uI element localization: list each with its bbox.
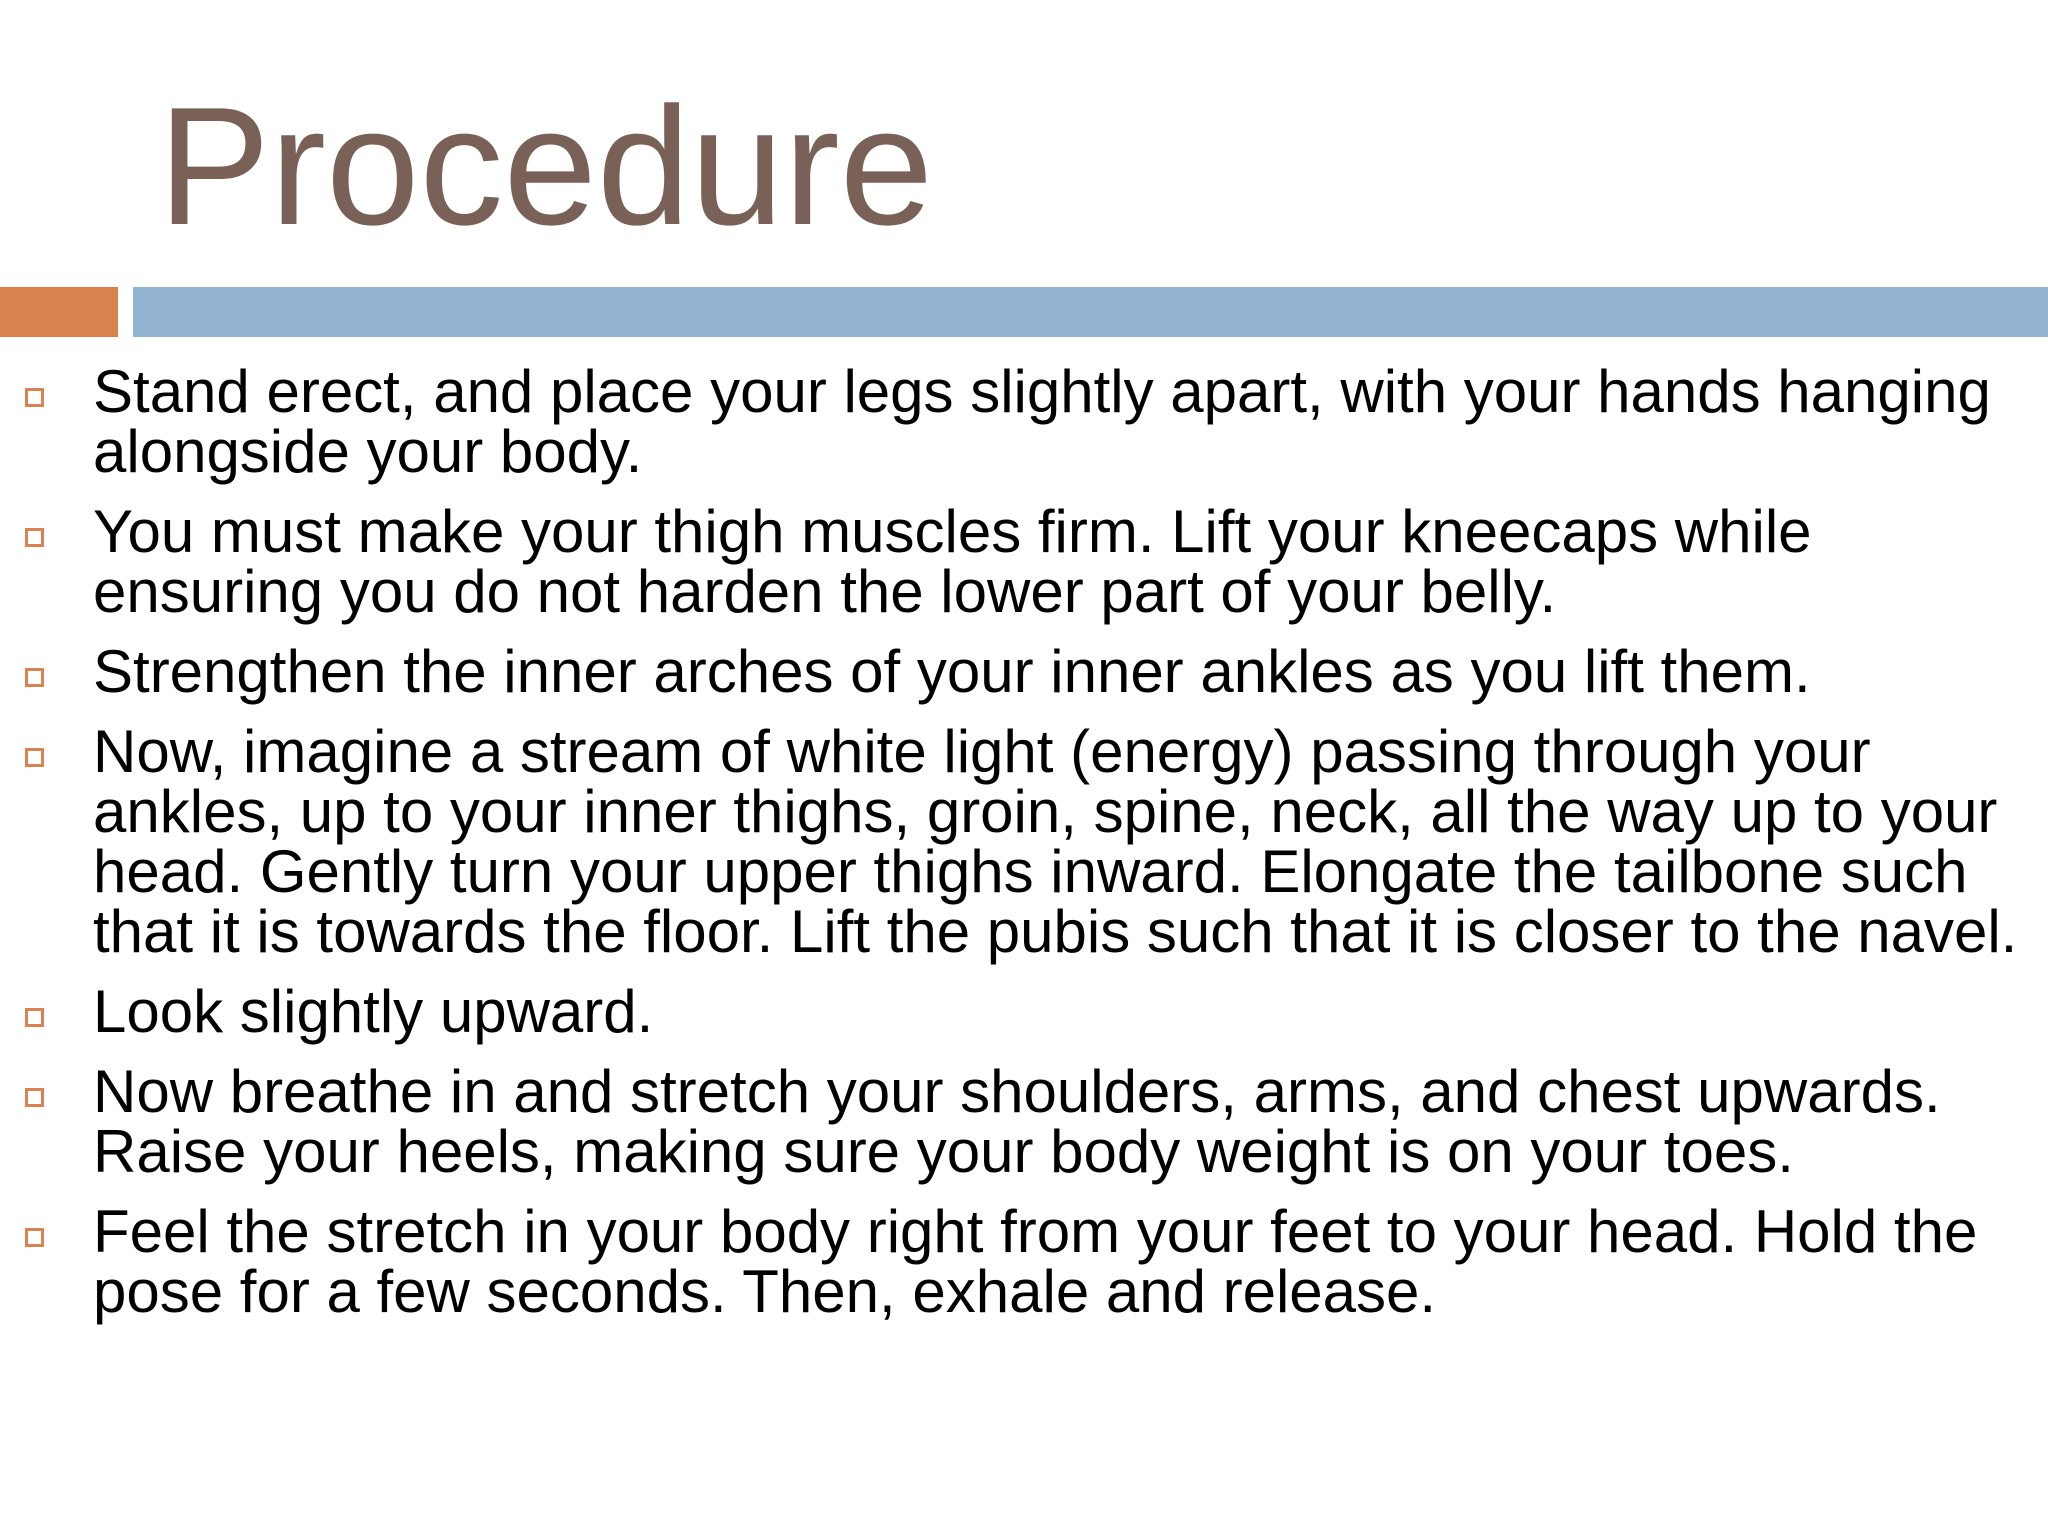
square-outline-icon: [25, 748, 44, 767]
square-outline-icon: [25, 528, 44, 547]
bullet-text: Strengthen the inner arches of your inner ankles as you lift them.: [93, 638, 1811, 705]
slide-title: Procedure: [158, 72, 934, 260]
square-outline-icon: [25, 388, 44, 407]
bullet-item: [0, 718, 2048, 965]
title-accent-bar: [0, 287, 118, 337]
bullet-item: [0, 978, 2048, 1045]
bullet-text: Now breathe in and stretch your shoulders, arms, and chest upwards. Raise your heels, making sure your body weight is on your toes.: [93, 1058, 1941, 1185]
bullet-text: Look slightly upward.: [93, 978, 654, 1045]
bullet-item: [0, 638, 2048, 705]
bullet-item: [0, 358, 2048, 485]
bullet-text: Stand erect, and place your legs slightly apart, with your hands hanging alongside your body.: [93, 358, 1991, 485]
bullet-list: [0, 358, 2048, 1342]
square-outline-icon: [25, 1088, 44, 1107]
bullet-item: [0, 1198, 2048, 1325]
square-outline-icon: [25, 1228, 44, 1247]
bullet-text: Feel the stretch in your body right from your feet to your head. Hold the pose for a few seconds. Then, exhale and release.: [93, 1198, 1978, 1325]
bullet-item: [0, 1058, 2048, 1185]
bullet-item: [0, 498, 2048, 625]
bullet-text: You must make your thigh muscles firm. Lift your kneecaps while ensuring you do not harden the lower part of your belly.: [93, 498, 1812, 625]
title-divider-bar: [133, 287, 2048, 337]
square-outline-icon: [25, 1008, 44, 1027]
bullet-text: Now, imagine a stream of white light (energy) passing through your ankles, up to your inner thighs, groin, spine, neck, all the way up to your head. Gently turn your upper thighs inward. Elongate the tailbone such that it is towards the floor. Lift the pubis such that it is closer to the navel.: [93, 718, 2018, 965]
square-outline-icon: [25, 668, 44, 687]
